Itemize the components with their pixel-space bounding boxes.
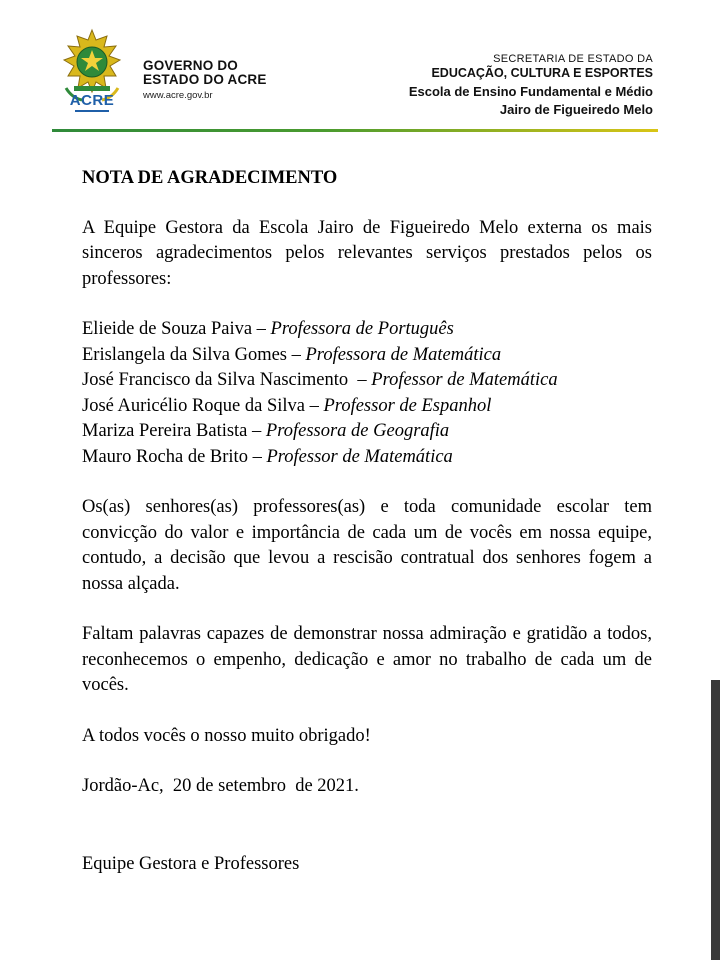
teacher-name: Mauro Rocha de Brito –: [82, 446, 262, 467]
body-paragraph-2: Os(as) senhores(as) professores(as) e toda comunidade escolar tem convicção do valor e importância de cada um de vocês em nossa equipe, contudo, a decisão que levou a rescisão contratual dos senhores fogem a nossa alçada.: [82, 497, 652, 594]
teacher-role: Professora de Português: [270, 319, 454, 339]
crest-label-underline: [75, 110, 109, 112]
letter-body: [82, 166, 652, 877]
list-item: [82, 317, 652, 343]
government-line-1: GOVERNO DO: [143, 58, 239, 73]
document-title: NOTA DE AGRADECIMENTO: [82, 168, 338, 188]
secretariat-block: [409, 53, 653, 119]
scrollbar[interactable]: [711, 680, 720, 960]
school-name-line-2: Jairo de Figueiredo Melo: [499, 102, 653, 117]
letterhead: [0, 0, 720, 135]
teacher-name: Elieide de Souza Paiva –: [82, 319, 266, 339]
list-item: [82, 445, 652, 471]
government-website: www.acre.gov.br: [143, 90, 213, 101]
teacher-name: Mariza Pereira Batista –: [82, 421, 262, 441]
government-name-block: [143, 59, 267, 101]
teacher-name: José Auricélio Roque da Silva –: [82, 395, 319, 416]
intro-paragraph: A Equipe Gestora da Escola Jairo de Figueiredo Melo externa os mais sinceros agradecimentos pelos relevantes serviços prestados pelos os professores:: [82, 217, 652, 289]
closing-line: A todos vocês o nosso muito obrigado!: [82, 725, 371, 746]
list-item: [82, 394, 652, 420]
teacher-role: Professora de Matemática: [305, 344, 502, 365]
crest-label: ACRE: [69, 92, 115, 109]
body-paragraph-3: Faltam palavras capazes de demonstrar nossa admiração e gratidão a todos, reconhecemos o empenho, dedicação e amor no trabalho de cada um de vocês.: [82, 624, 652, 695]
teacher-role: Professor de Matemática: [266, 446, 453, 467]
teacher-list: [82, 317, 652, 470]
list-item: [82, 368, 652, 394]
school-name-line-1: Escola de Ensino Fundamental e Médio: [408, 84, 653, 99]
government-line-2: ESTADO DO ACRE: [143, 72, 267, 87]
date-line: Jordão-Ac, 20 de setembro de 2021.: [82, 776, 359, 796]
signature-line: Equipe Gestora e Professores: [82, 853, 300, 874]
secretariat-line-1: SECRETARIA DE ESTADO DA: [493, 53, 653, 65]
teacher-role: Professor de Espanhol: [323, 395, 492, 416]
teacher-name: José Francisco da Silva Nascimento –: [82, 370, 367, 390]
header-divider: [52, 129, 658, 132]
list-item: [82, 343, 652, 369]
teacher-role: Professora de Geografia: [265, 421, 450, 441]
secretariat-line-2: EDUCAÇÃO, CULTURA E ESPORTES: [431, 66, 653, 80]
list-item: [82, 419, 652, 445]
teacher-name: Erislangela da Silva Gomes –: [82, 344, 301, 365]
teacher-role: Professor de Matemática: [371, 370, 558, 390]
